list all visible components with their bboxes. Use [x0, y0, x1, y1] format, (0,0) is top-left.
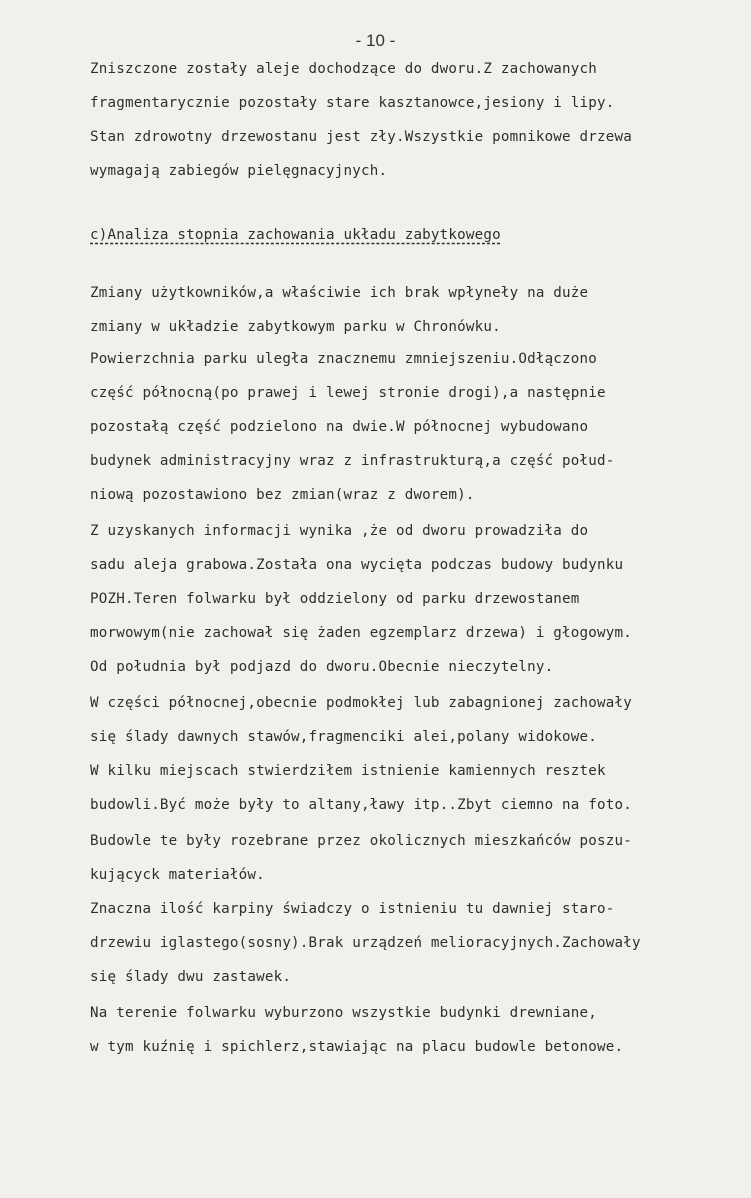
body-line: część północną(po prawej i lewej stronie drogi),a następnie: [90, 385, 606, 401]
body-line: Znaczna ilość karpiny świadczy o istnieniu tu dawniej staro-: [90, 901, 615, 917]
body-line: niową pozostawiono bez zmian(wraz z dworem).: [90, 487, 475, 503]
paragraph-line: Stan zdrowotny drzewostanu jest zły.Wszystkie pomnikowe drzewa: [90, 129, 632, 145]
body-line: W części północnej,obecnie podmokłej lub zabagnionej zachowały: [90, 695, 632, 711]
body-line: budowli.Być może były to altany,ławy itp..Zbyt ciemno na foto.: [90, 797, 632, 813]
body-line: Zmiany użytkowników,a właściwie ich brak wpłyneły na duże: [90, 285, 589, 301]
body-line: kującyck materiałów.: [90, 867, 265, 883]
body-line: drzewiu iglastego(sosny).Brak urządzeń melioracyjnych.Zachowały: [90, 935, 641, 951]
body-line: W kilku miejscach stwierdziłem istnienie kamiennych resztek: [90, 763, 606, 779]
paragraph-line: fragmentarycznie pozostały stare kasztanowce,jesiony i lipy.: [90, 95, 615, 111]
page-number: - 10 -: [355, 31, 396, 50]
body-line: budynek administracyjny wraz z infrastrukturą,a część połud-: [90, 453, 615, 469]
body-line: POZH.Teren folwarku był oddzielony od parku drzewostanem: [90, 591, 580, 607]
body-line: pozostałą część podzielono na dwie.W północnej wybudowano: [90, 419, 589, 435]
body-line: się ślady dawnych stawów,fragmenciki alei,polany widokowe.: [90, 729, 598, 745]
body-line: Od południa był podjazd do dworu.Obecnie nieczytelny.: [90, 659, 554, 675]
body-line: morwowym(nie zachował się żaden egzemplarz drzewa) i głogowym.: [90, 625, 632, 641]
paragraph-line: Zniszczone zostały aleje dochodzące do dworu.Z zachowanych: [90, 61, 598, 77]
paragraph-line: wymagają zabiegów pielęgnacyjnych.: [90, 163, 388, 179]
body-line: zmiany w układzie zabytkowym parku w Chronówku.: [90, 319, 501, 335]
body-line: Z uzyskanych informacji wynika ,że od dworu prowadziła do: [90, 523, 589, 539]
body-line: Na terenie folwarku wyburzono wszystkie budynki drewniane,: [90, 1005, 598, 1021]
body-line: sadu aleja grabowa.Została ona wycięta podczas budowy budynku: [90, 557, 624, 573]
body-line: w tym kuźnię i spichlerz,stawiając na placu budowle betonowe.: [90, 1039, 624, 1055]
section-heading: c)Analiza stopnia zachowania układu zabytkowego: [90, 227, 501, 243]
body-line: Budowle te były rozebrane przez okolicznych mieszkańców poszu-: [90, 833, 632, 849]
body-line: Powierzchnia parku uległa znacznemu zmniejszeniu.Odłączono: [90, 351, 598, 367]
body-line: się ślady dwu zastawek.: [90, 969, 292, 985]
